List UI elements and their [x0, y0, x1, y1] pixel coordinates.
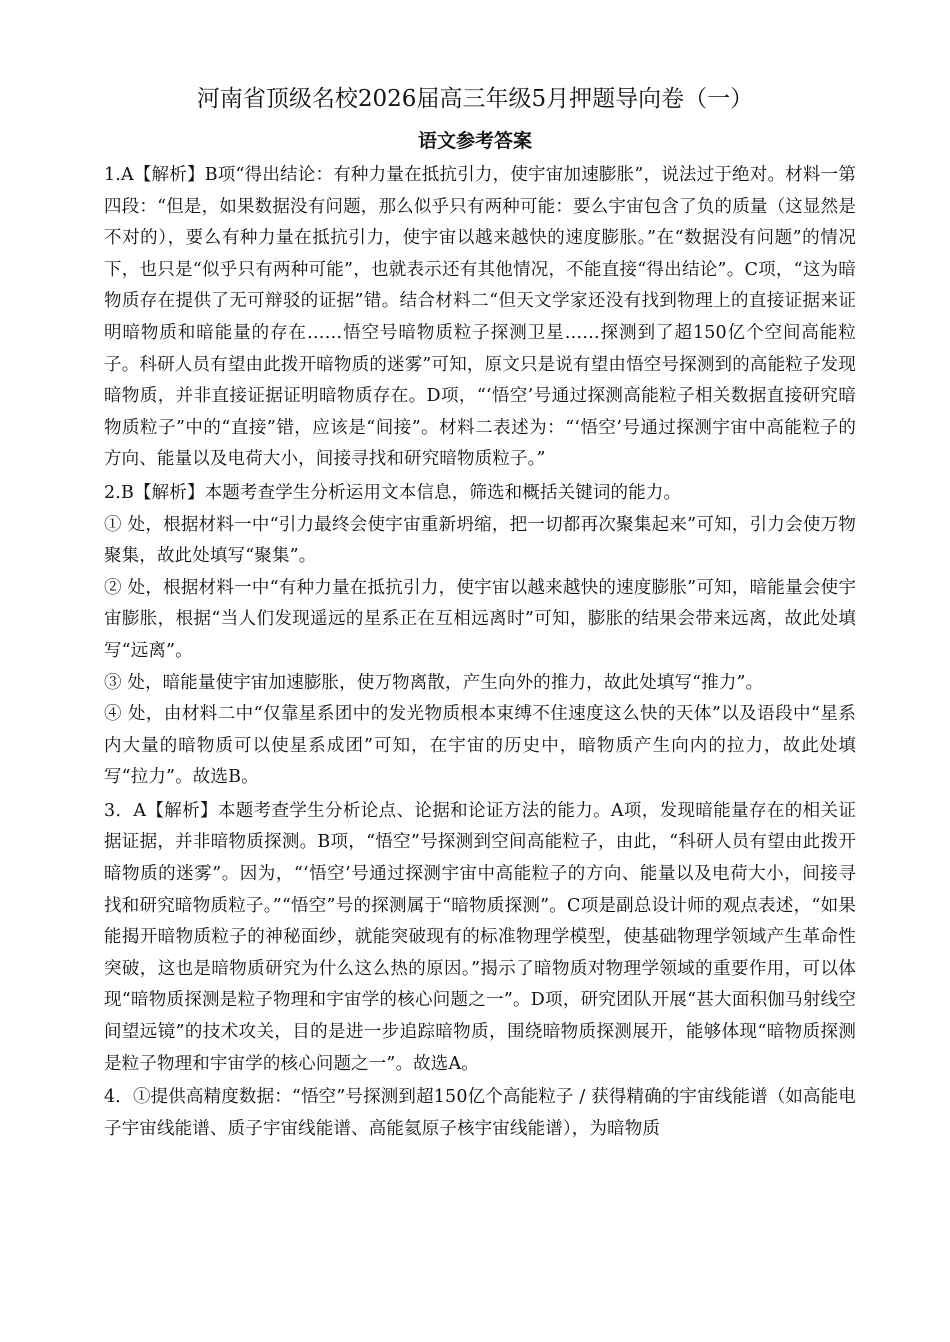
answer-body [104, 160, 856, 1145]
answer-paragraph-2-item-3: ③ 处，暗能量使宇宙加速膨胀，使万物离散，产生向外的推力，故此处填写“推力”。 [104, 672, 764, 693]
answer-paragraph-1: 1.A【解析】B项“得出结论：有种力量在抵抗引力，使宇宙加速膨胀”，说法过于绝对。材料一第四段：“但是，如果数据没有问题，那么似乎只有两种可能：要么宇宙包含了负的质量（这显然是不对的），要么有种力量在抵抗引力，使宇宙以越来越快的速度膨胀。”在“数据没有问题”的情况下，也只是“似乎只有两种可能”，也就表示还有其他情况，不能直接“得出结论”。C项，“这为暗物质存在提供了无可辩驳的证据”错。结合材料二“但天文学家还没有找到物理上的直接证据来证明暗物质和暗能量的存在……悟空号暗物质粒子探测卫星……探测到了超150亿个空间高能粒子。科研人员有望由此拨开暗物质的迷雾”可知，原文只是说有望由悟空号探测到的高能粒子发现暗物质，并非直接证据证明暗物质存在。D项，“‘悟空’号通过探测高能粒子相关数据直接研究暗物质粒子”中的“直接”错，应该是“间接”。材料二表述为：“‘悟空’号通过探测宇宙中高能粒子的方向、能量以及电荷大小，间接寻找和研究暗物质粒子。” [104, 165, 856, 470]
document-subtitle: 语文参考答案 [417, 130, 532, 152]
answer-paragraph-2-item-2: ② 处，根据材料一中“有种力量在抵抗引力，使宇宙以越来越快的速度膨胀”可知，暗能量会使宇宙膨胀，根据“当人们发现遥远的星系正在互相远离时”可知，膨胀的结果会带来远离，故此处填写“远离”。 [104, 577, 856, 661]
answer-paragraph-2-item-1: ① 处，根据材料一中“引力最终会使宇宙重新坍缩，把一切都再次聚集起来”可知，引力会使万物聚集，故此处填写“聚集”。 [104, 514, 856, 567]
answer-paragraph-4: 4．①提供高精度数据：“悟空”号探测到超150亿个高能粒子 / 获得精确的宇宙线能谱（如高能电子宇宙线能谱、质子宇宙线能谱、高能氦原子核宇宙线能谱），为暗物质 [104, 1087, 856, 1139]
answer-paragraph-3: 3．A【解析】本题考查学生分析论点、论据和论证方法的能力。A项，发现暗能量存在的相关证据证据，并非暗物质探测。B项，“悟空”号探测到空间高能粒子，由此，“科研人员有望由此拨开暗物质的迷雾”。因为，“‘悟空’号通过探测宇宙中高能粒子的方向、能量以及电荷大小，间接寻找和研究暗物质粒子。”“悟空”号的探测属于“暗物质探测”。C项是副总设计师的观点表述，“如果能揭开暗物质粒子的神秘面纱，就能突破现有的标准物理学模型，使基础物理学领域产生革命性突破，这也是暗物质研究为什么这么热的原因。”揭示了暗物质对物理学领域的重要作用，可以体现“暗物质探测是粒子物理和宇宙学的核心问题之一”。D项，研究团队开展“甚大面积伽马射线空间望远镜”的技术攻关，目的是进一步追踪暗物质，围绕暗物质探测展开，能够体现“暗物质探测是粒子物理和宇宙学的核心问题之一”。故选A。 [104, 800, 856, 1074]
answer-paragraph-2-item-4: ④ 处，由材料二中“仅靠星系团中的发光物质根本束缚不住速度这么快的天体”以及语段中“星系内大量的暗物质可以使星系成团”可知，在宇宙的历史中，暗物质产生向内的拉力，故此处填写“拉力”。故选B。 [104, 704, 856, 788]
answer-paragraph-2: 2.B【解析】本题考查学生分析运用文本信息，筛选和概括关键词的能力。 [104, 482, 682, 503]
document-title: 河南省顶级名校2026届高三年级5月押题导向卷（一） [196, 86, 754, 112]
